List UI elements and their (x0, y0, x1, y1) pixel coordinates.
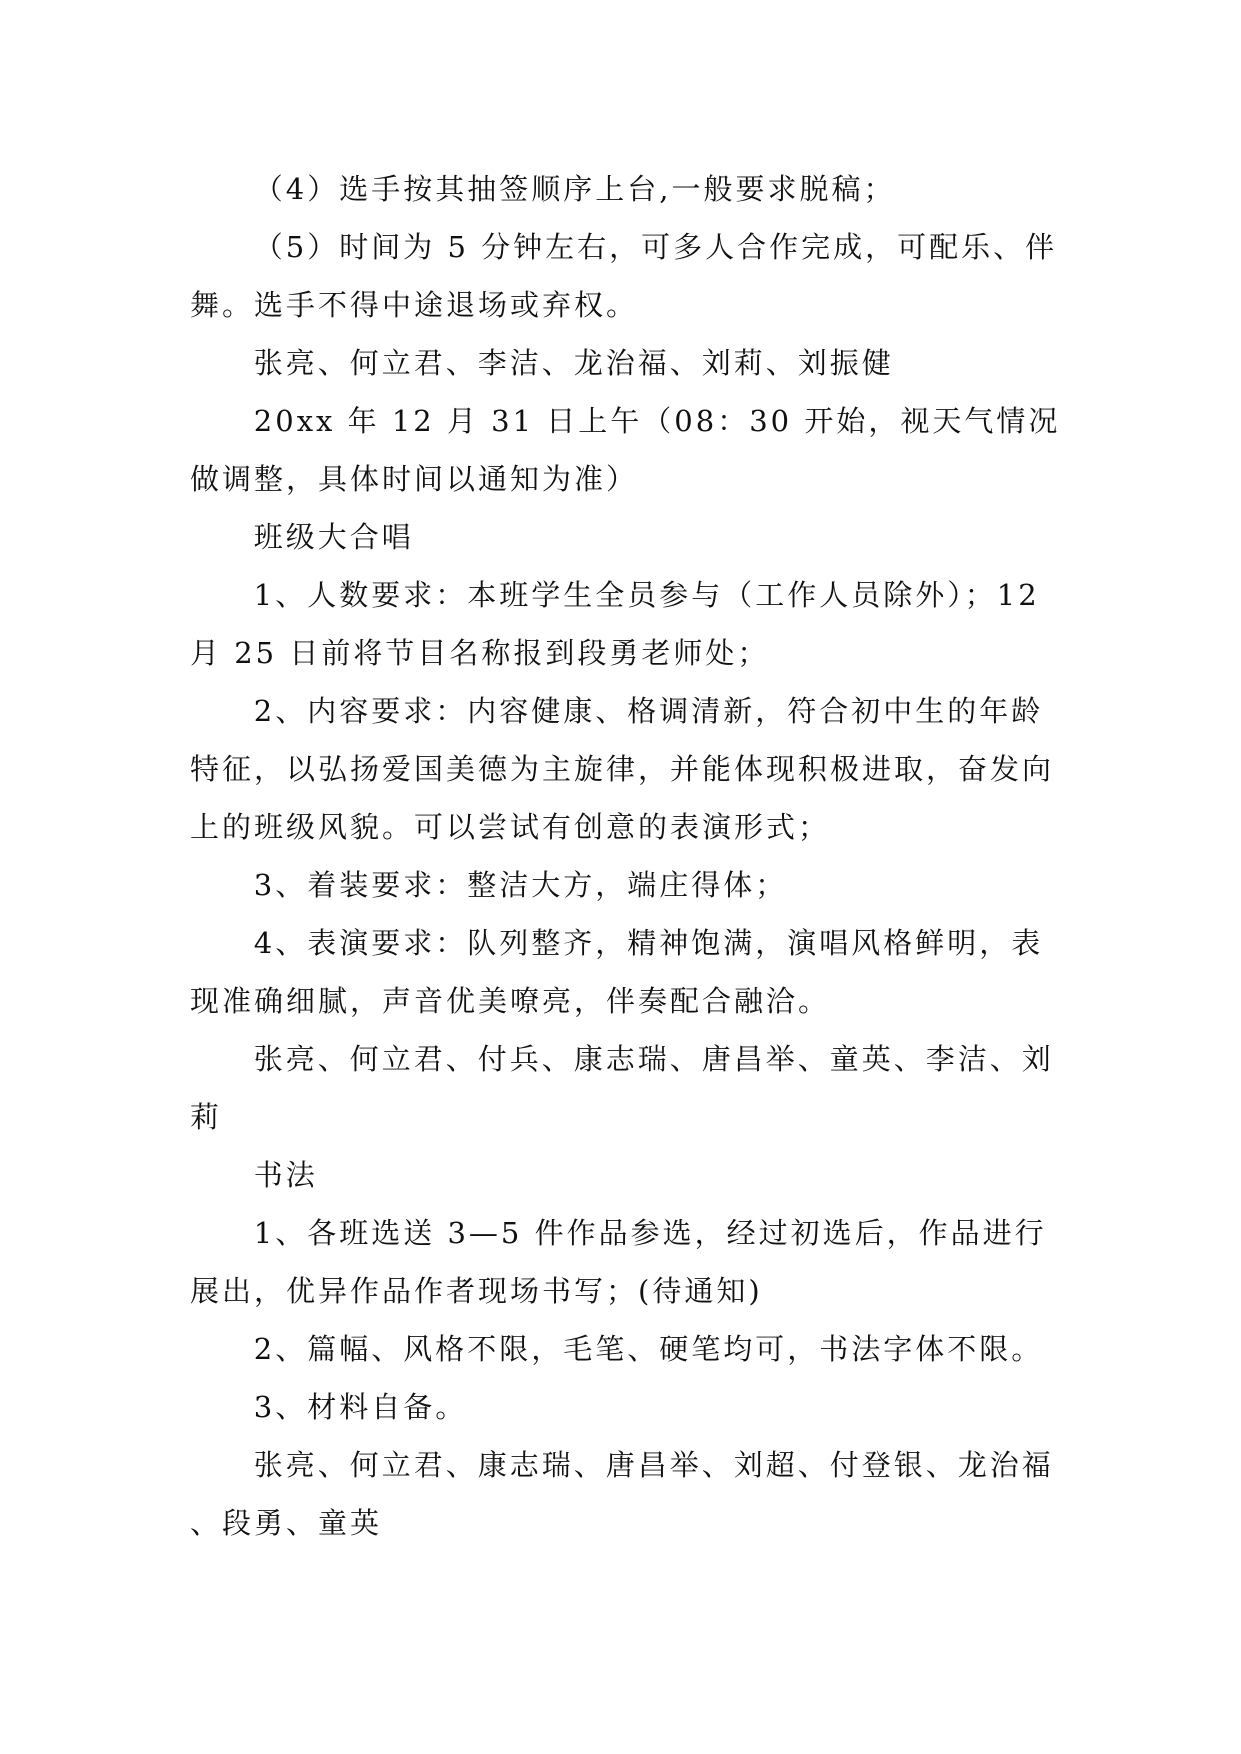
paragraph-calligraphy-rule-1: 1、各班选送 3—5 件作品参选，经过初选后，作品进行展出，优异作品作者现场书写；(待通知) (190, 1216, 1047, 1308)
section-heading-chorus: 班级大合唱 (253, 520, 414, 554)
paragraph-chorus-rule-3: 3、着装要求：整洁大方，端庄得体； (253, 868, 788, 902)
paragraph-rule-4: （4）选手按其抽签顺序上台,一般要求脱稿； (253, 172, 896, 206)
paragraph-calligraphy-rule-2: 2、篇幅、风格不限，毛笔、硬笔均可，书法字体不限。 (253, 1332, 1044, 1366)
paragraph-staff-chorus: 张亮、何立君、付兵、康志瑞、唐昌举、童英、李洁、刘莉 (190, 1042, 1054, 1134)
paragraph-chorus-rule-1: 1、人数要求：本班学生全员参与（工作人员除外）；12 月 25 日前将节目名称报到段勇老师处； (190, 578, 1040, 670)
paragraph-calligraphy-rule-3: 3、材料自备。 (253, 1390, 468, 1424)
paragraph-staff-speech: 张亮、何立君、李洁、龙治福、刘莉、刘振健 (253, 346, 894, 380)
section-heading-calligraphy: 书法 (253, 1158, 318, 1192)
paragraph-chorus-rule-4: 4、表演要求：队列整齐，精神饱满，演唱风格鲜明，表现准确细腻，声音优美嘹亮，伴奏配合融洽。 (190, 926, 1044, 1018)
paragraph-schedule: 20xx 年 12 月 31 日上午（08：30 开始，视天气情况做调整，具体时间以通知为准） (190, 404, 1061, 496)
paragraph-rule-5: （5）时间为 5 分钟左右，可多人合作完成，可配乐、伴舞。选手不得中途退场或弃权。 (190, 230, 1058, 322)
paragraph-chorus-rule-2: 2、内容要求：内容健康、格调清新，符合初中生的年龄特征，以弘扬爱国美德为主旋律，并能体现积极进取，奋发向上的班级风貌。可以尝试有创意的表演形式； (190, 694, 1055, 844)
paragraph-staff-calligraphy: 张亮、何立君、康志瑞、唐昌举、刘超、付登银、龙治福、段勇、童英 (190, 1448, 1054, 1540)
document-body (190, 160, 1070, 1552)
